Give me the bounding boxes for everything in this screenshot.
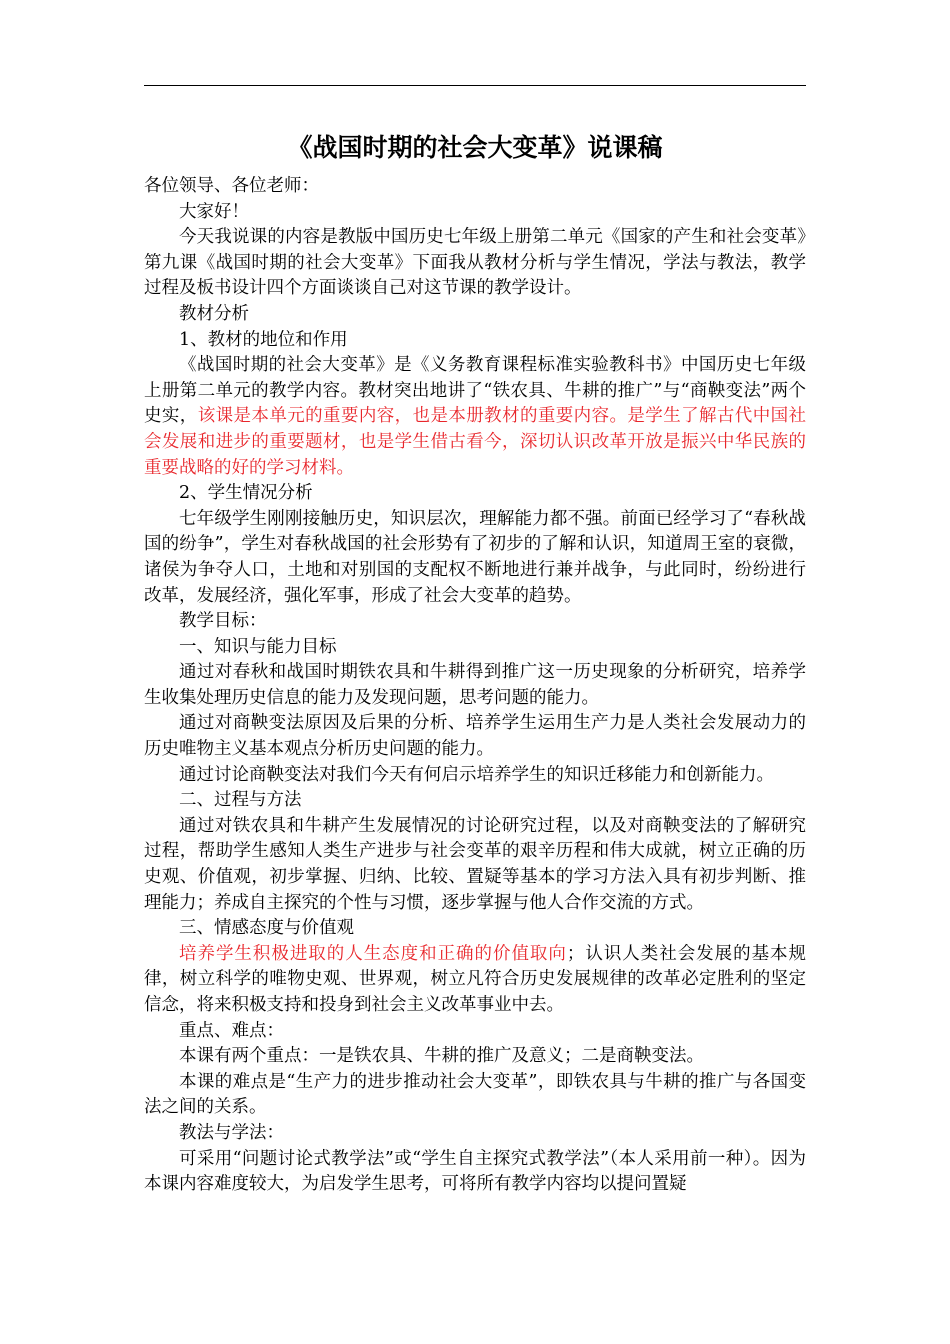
heading-textbook-analysis: 教材分析 xyxy=(179,303,249,324)
heading-teaching-methods: 教法与学法： xyxy=(179,1122,284,1143)
highlighted-text: 该课是本单元的重要内容，也是本册教材的重要内容。是学生了解古代中国社会发展和进步的重要题材，也是学生借古看今，深切认识改革开放是振兴中华民族的重要战略的好的学习材料。 xyxy=(144,406,807,478)
heading-emotion-values: 三、情感态度与价值观 xyxy=(179,918,354,939)
paragraph-key-points: 本课有两个重点：一是铁农具、牛耕的推广及意义；二是商鞅变法。 xyxy=(179,1046,704,1067)
heading-key-points: 重点、难点： xyxy=(179,1020,284,1041)
paragraph-knowledge-goal-1: 通过对春秋和战国时期铁农具和牛耕得到推广这一历史现象的分析研究，培养学生收集处理历史信息的能力及发现问题，思考问题的能力。 xyxy=(144,662,806,708)
paragraph-textbook-role: 《战国时期的社会大变革》是《义务教育课程标准实验教科书》中国历史七年级上册第二单元的教学内容。教材突出地讲了“铁农具、牛耕的推广”与“商鞅变法”两个史实，该课是本单元的重要内容，也是本册教材的重要内容。是学生了解古代中国社会发展和进步的重要题材，也是学生借古看今，深切认识改革开放是振兴中华民族的重要战略的好的学习材料。 xyxy=(144,355,807,478)
paragraph-hello: 大家好！ xyxy=(179,201,249,222)
paragraph-greeting: 各位领导、各位老师： xyxy=(144,176,319,196)
heading-teaching-goals: 教学目标： xyxy=(179,611,267,632)
heading-student-analysis: 2、学生情况分析 xyxy=(179,483,313,504)
heading-process-method: 二、过程与方法 xyxy=(179,790,302,811)
heading-knowledge-goal: 一、知识与能力目标 xyxy=(179,636,337,657)
page-title: 《战国时期的社会大变革》说课稿 xyxy=(287,133,663,162)
header-rule xyxy=(144,85,806,86)
paragraph-intro: 今天我说课的内容是教版中国历史七年级上册第二单元《国家的产生和社会变革》第九课《战国时期的社会大变革》下面我从教材分析与学生情况，学法与教法，教学过程及板书设计四个方面谈谈自己对这节课的教学设计。 xyxy=(144,227,806,299)
document-body xyxy=(144,174,806,1198)
paragraph-student-analysis: 七年级学生刚刚接触历史，知识层次，理解能力都不强。前面已经学习了“春秋战国的纷争”，学生对春秋战国的社会形势有了初步的了解和认识，知道周王室的衰微，诸侯为争夺人口，土地和对别国的支配权不断地进行兼并战争，与此同时，纷纷进行改革，发展经济，强化军事，形成了社会大变革的趋势。 xyxy=(144,508,806,606)
paragraph-difficulty: 本课的难点是“生产力的进步推动社会大变革”，即铁农具与牛耕的推广与各国变法之间的关系。 xyxy=(144,1071,806,1118)
highlighted-text: 培养学生积极进取的人生态度和正确的价值取向 xyxy=(179,943,567,964)
paragraph-emotion-values: 培养学生积极进取的人生态度和正确的价值取向；认识人类社会发展的基本规律，树立科学的唯物史观、世界观，树立凡符合历史发展规律的改革必定胜利的坚定信念，将来积极支持和投身到社会主义改革事业中去。 xyxy=(144,943,807,1015)
heading-textbook-role: 1、教材的地位和作用 xyxy=(179,329,348,350)
paragraph-knowledge-goal-3: 通过讨论商鞅变法对我们今天有何启示培养学生的知识迁移能力和创新能力。 xyxy=(179,764,774,785)
paragraph-process-method: 通过对铁农具和牛耕产生发展情况的讨论研究过程，以及对商鞅变法的了解研究过程，帮助学生感知人类生产进步与社会变革的艰辛历程和伟大成就，树立正确的历史观、价值观，初步掌握、归纳、比较、置疑等基本的学习方法入具有初步判断、推理能力；养成自主探究的个性与习惯，逐步掌握与他人合作交流的方式。 xyxy=(144,815,806,913)
paragraph-knowledge-goal-2: 通过对商鞅变法原因及后果的分析、培养学生运用生产力是人类社会发展动力的历史唯物主义基本观点分析历史问题的能力。 xyxy=(144,713,806,760)
paragraph-teaching-methods: 可采用“问题讨论式教学法”或“学生自主探究式教学法”（本人采用前一种）。因为本课内容难度较大，为启发学生思考，可将所有教学内容均以提问置疑 xyxy=(144,1148,806,1195)
